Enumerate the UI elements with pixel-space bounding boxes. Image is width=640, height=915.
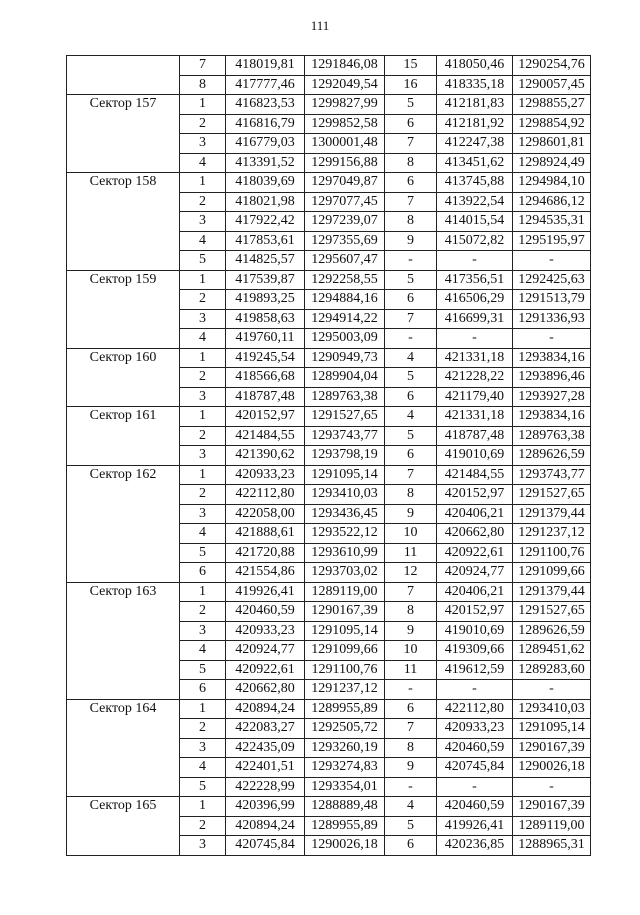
x-coordinate: 422401,51 — [226, 758, 305, 778]
y-coordinate-2: 1291336,93 — [513, 309, 591, 329]
y-coordinate: 1289119,00 — [305, 582, 385, 602]
y-coordinate: 1299827,99 — [305, 95, 385, 115]
x-coordinate: 413391,52 — [226, 153, 305, 173]
y-coordinate: 1294884,16 — [305, 290, 385, 310]
x-coordinate: 420922,61 — [226, 660, 305, 680]
x-coordinate-2: 412181,92 — [437, 114, 513, 134]
y-coordinate-2: 1298601,81 — [513, 134, 591, 154]
y-coordinate-2: 1295195,97 — [513, 231, 591, 251]
y-coordinate: 1293274,83 — [305, 758, 385, 778]
y-coordinate: 1293354,01 — [305, 777, 385, 797]
x-coordinate: 420152,97 — [226, 407, 305, 427]
point-number-2: 7 — [385, 309, 437, 329]
x-coordinate-2: 413922,54 — [437, 192, 513, 212]
x-coordinate: 417777,46 — [226, 75, 305, 95]
y-coordinate: 1295607,47 — [305, 251, 385, 271]
x-coordinate-2: 420460,59 — [437, 738, 513, 758]
x-coordinate: 417853,61 — [226, 231, 305, 251]
point-number: 3 — [180, 387, 226, 407]
x-coordinate: 419858,63 — [226, 309, 305, 329]
point-number-2: 10 — [385, 641, 437, 661]
point-number-2: 11 — [385, 543, 437, 563]
y-coordinate: 1291095,14 — [305, 621, 385, 641]
y-coordinate-2: 1289451,62 — [513, 641, 591, 661]
y-coordinate: 1300001,48 — [305, 134, 385, 154]
y-coordinate-2: 1298855,27 — [513, 95, 591, 115]
point-number-2: 7 — [385, 134, 437, 154]
point-number-2: 6 — [385, 114, 437, 134]
y-coordinate-2: 1290026,18 — [513, 758, 591, 778]
x-coordinate: 414825,57 — [226, 251, 305, 271]
y-coordinate-2: 1291513,79 — [513, 290, 591, 310]
y-coordinate: 1290026,18 — [305, 836, 385, 856]
x-coordinate-2: 420152,97 — [437, 602, 513, 622]
point-number-2: 5 — [385, 368, 437, 388]
y-coordinate-2: 1293410,03 — [513, 699, 591, 719]
y-coordinate: 1291237,12 — [305, 680, 385, 700]
x-coordinate: 416816,79 — [226, 114, 305, 134]
point-number: 3 — [180, 134, 226, 154]
point-number: 3 — [180, 446, 226, 466]
x-coordinate: 420894,24 — [226, 816, 305, 836]
x-coordinate: 418566,68 — [226, 368, 305, 388]
point-number: 1 — [180, 465, 226, 485]
point-number-2: 6 — [385, 446, 437, 466]
sector-label: Сектор 163 — [67, 582, 180, 699]
y-coordinate: 1293260,19 — [305, 738, 385, 758]
point-number-2: 4 — [385, 348, 437, 368]
y-coordinate-2: 1291237,12 — [513, 524, 591, 544]
table-row — [67, 465, 591, 485]
point-number-2: 4 — [385, 797, 437, 817]
point-number-2: 9 — [385, 621, 437, 641]
point-number-2: 9 — [385, 504, 437, 524]
x-coordinate: 419760,11 — [226, 329, 305, 349]
x-coordinate-2: 422112,80 — [437, 699, 513, 719]
point-number-2: - — [385, 329, 437, 349]
x-coordinate-2: 420460,59 — [437, 797, 513, 817]
point-number: 4 — [180, 153, 226, 173]
x-coordinate-2: 419010,69 — [437, 446, 513, 466]
y-coordinate: 1289904,04 — [305, 368, 385, 388]
y-coordinate: 1293743,77 — [305, 426, 385, 446]
point-number-2: 10 — [385, 524, 437, 544]
point-number-2: 4 — [385, 407, 437, 427]
x-coordinate-2: 416699,31 — [437, 309, 513, 329]
x-coordinate-2: - — [437, 777, 513, 797]
x-coordinate-2: 420236,85 — [437, 836, 513, 856]
x-coordinate: 416779,03 — [226, 134, 305, 154]
point-number-2: 6 — [385, 836, 437, 856]
x-coordinate-2: 420924,77 — [437, 563, 513, 583]
x-coordinate-2: 421228,22 — [437, 368, 513, 388]
x-coordinate: 417539,87 — [226, 270, 305, 290]
x-coordinate: 421720,88 — [226, 543, 305, 563]
point-number: 4 — [180, 329, 226, 349]
x-coordinate-2: 413451,62 — [437, 153, 513, 173]
x-coordinate-2: 415072,82 — [437, 231, 513, 251]
point-number-2: 8 — [385, 738, 437, 758]
coordinates-table-body — [67, 56, 591, 856]
sector-label: Сектор 160 — [67, 348, 180, 407]
table-row — [67, 407, 591, 427]
y-coordinate-2: 1294535,31 — [513, 212, 591, 232]
sector-label: Сектор 159 — [67, 270, 180, 348]
point-number: 3 — [180, 738, 226, 758]
y-coordinate-2: 1293896,46 — [513, 368, 591, 388]
point-number: 2 — [180, 114, 226, 134]
y-coordinate-2: - — [513, 777, 591, 797]
y-coordinate-2: 1293834,16 — [513, 407, 591, 427]
sector-label: Сектор 158 — [67, 173, 180, 271]
point-number: 3 — [180, 309, 226, 329]
x-coordinate-2: 421484,55 — [437, 465, 513, 485]
point-number: 2 — [180, 719, 226, 739]
x-coordinate: 421390,62 — [226, 446, 305, 466]
y-coordinate-2: 1290057,45 — [513, 75, 591, 95]
x-coordinate-2: 420662,80 — [437, 524, 513, 544]
x-coordinate-2: - — [437, 680, 513, 700]
x-coordinate: 422435,09 — [226, 738, 305, 758]
y-coordinate: 1293610,99 — [305, 543, 385, 563]
y-coordinate-2: - — [513, 329, 591, 349]
point-number: 8 — [180, 75, 226, 95]
y-coordinate: 1290949,73 — [305, 348, 385, 368]
point-number: 1 — [180, 173, 226, 193]
x-coordinate: 419245,54 — [226, 348, 305, 368]
y-coordinate: 1291527,65 — [305, 407, 385, 427]
table-row — [67, 95, 591, 115]
point-number: 2 — [180, 192, 226, 212]
y-coordinate-2: 1293743,77 — [513, 465, 591, 485]
point-number: 1 — [180, 348, 226, 368]
x-coordinate-2: 421331,18 — [437, 407, 513, 427]
point-number: 2 — [180, 368, 226, 388]
point-number: 5 — [180, 777, 226, 797]
x-coordinate: 418021,98 — [226, 192, 305, 212]
table-row — [67, 173, 591, 193]
y-coordinate-2: 1291095,14 — [513, 719, 591, 739]
y-coordinate-2: 1294984,10 — [513, 173, 591, 193]
sector-label: Сектор 157 — [67, 95, 180, 173]
point-number-2: 6 — [385, 387, 437, 407]
x-coordinate: 420924,77 — [226, 641, 305, 661]
point-number-2: 5 — [385, 95, 437, 115]
x-coordinate-2: 412247,38 — [437, 134, 513, 154]
y-coordinate: 1295003,09 — [305, 329, 385, 349]
point-number: 4 — [180, 524, 226, 544]
y-coordinate: 1294914,22 — [305, 309, 385, 329]
x-coordinate: 422083,27 — [226, 719, 305, 739]
x-coordinate: 420933,23 — [226, 621, 305, 641]
coordinates-table — [66, 55, 591, 856]
table-row — [67, 797, 591, 817]
y-coordinate-2: 1291527,65 — [513, 485, 591, 505]
y-coordinate-2: 1289626,59 — [513, 621, 591, 641]
y-coordinate: 1292258,55 — [305, 270, 385, 290]
x-coordinate-2: 420745,84 — [437, 758, 513, 778]
point-number-2: 6 — [385, 699, 437, 719]
table-row — [67, 348, 591, 368]
point-number: 2 — [180, 485, 226, 505]
x-coordinate: 416823,53 — [226, 95, 305, 115]
x-coordinate: 422112,80 — [226, 485, 305, 505]
y-coordinate: 1293522,12 — [305, 524, 385, 544]
point-number-2: 5 — [385, 426, 437, 446]
point-number: 3 — [180, 836, 226, 856]
point-number-2: 8 — [385, 602, 437, 622]
sector-label: Сектор 164 — [67, 699, 180, 797]
y-coordinate: 1291846,08 — [305, 56, 385, 76]
point-number-2: - — [385, 680, 437, 700]
y-coordinate-2: 1294686,12 — [513, 192, 591, 212]
point-number: 1 — [180, 407, 226, 427]
y-coordinate: 1297077,45 — [305, 192, 385, 212]
y-coordinate: 1290167,39 — [305, 602, 385, 622]
x-coordinate-2: 417356,51 — [437, 270, 513, 290]
y-coordinate-2: 1291379,44 — [513, 582, 591, 602]
y-coordinate-2: - — [513, 251, 591, 271]
point-number: 1 — [180, 95, 226, 115]
point-number-2: 9 — [385, 231, 437, 251]
y-coordinate-2: 1291379,44 — [513, 504, 591, 524]
sector-label: Сектор 161 — [67, 407, 180, 466]
x-coordinate: 420933,23 — [226, 465, 305, 485]
x-coordinate-2: 419926,41 — [437, 816, 513, 836]
y-coordinate: 1293410,03 — [305, 485, 385, 505]
x-coordinate: 420460,59 — [226, 602, 305, 622]
y-coordinate: 1289763,38 — [305, 387, 385, 407]
point-number-2: 8 — [385, 485, 437, 505]
x-coordinate: 418039,69 — [226, 173, 305, 193]
y-coordinate-2: 1291100,76 — [513, 543, 591, 563]
point-number: 4 — [180, 231, 226, 251]
x-coordinate: 420894,24 — [226, 699, 305, 719]
point-number: 3 — [180, 621, 226, 641]
point-number: 5 — [180, 251, 226, 271]
point-number-2: 7 — [385, 465, 437, 485]
y-coordinate-2: 1291527,65 — [513, 602, 591, 622]
y-coordinate: 1293798,19 — [305, 446, 385, 466]
table-row — [67, 270, 591, 290]
y-coordinate-2: 1293927,28 — [513, 387, 591, 407]
point-number-2: 8 — [385, 153, 437, 173]
y-coordinate: 1291099,66 — [305, 641, 385, 661]
x-coordinate-2: 413745,88 — [437, 173, 513, 193]
y-coordinate: 1299156,88 — [305, 153, 385, 173]
sector-label: Сектор 162 — [67, 465, 180, 582]
x-coordinate-2: 420406,21 — [437, 504, 513, 524]
point-number: 6 — [180, 680, 226, 700]
point-number-2: 16 — [385, 75, 437, 95]
x-coordinate-2: 421331,18 — [437, 348, 513, 368]
point-number: 5 — [180, 543, 226, 563]
x-coordinate: 421888,61 — [226, 524, 305, 544]
y-coordinate: 1292049,54 — [305, 75, 385, 95]
point-number: 1 — [180, 582, 226, 602]
y-coordinate-2: 1289283,60 — [513, 660, 591, 680]
y-coordinate-2: 1289119,00 — [513, 816, 591, 836]
x-coordinate: 417922,42 — [226, 212, 305, 232]
table-row — [67, 699, 591, 719]
x-coordinate-2: 420922,61 — [437, 543, 513, 563]
y-coordinate: 1292505,72 — [305, 719, 385, 739]
y-coordinate-2: 1292425,63 — [513, 270, 591, 290]
y-coordinate: 1293703,02 — [305, 563, 385, 583]
y-coordinate-2: 1290254,76 — [513, 56, 591, 76]
y-coordinate-2: - — [513, 680, 591, 700]
point-number-2: 8 — [385, 212, 437, 232]
point-number: 2 — [180, 602, 226, 622]
point-number: 4 — [180, 641, 226, 661]
point-number-2: 11 — [385, 660, 437, 680]
point-number-2: 6 — [385, 173, 437, 193]
point-number: 3 — [180, 212, 226, 232]
point-number: 7 — [180, 56, 226, 76]
table-row — [67, 582, 591, 602]
x-coordinate-2: 418787,48 — [437, 426, 513, 446]
y-coordinate: 1297355,69 — [305, 231, 385, 251]
point-number-2: 9 — [385, 758, 437, 778]
point-number-2: - — [385, 251, 437, 271]
y-coordinate-2: 1290167,39 — [513, 738, 591, 758]
x-coordinate-2: 420933,23 — [437, 719, 513, 739]
point-number: 2 — [180, 816, 226, 836]
point-number-2: 12 — [385, 563, 437, 583]
point-number-2: 5 — [385, 270, 437, 290]
sector-label — [67, 56, 180, 95]
x-coordinate: 420396,99 — [226, 797, 305, 817]
x-coordinate-2: 418050,46 — [437, 56, 513, 76]
y-coordinate: 1291100,76 — [305, 660, 385, 680]
x-coordinate: 422228,99 — [226, 777, 305, 797]
point-number-2: - — [385, 777, 437, 797]
x-coordinate: 421554,86 — [226, 563, 305, 583]
x-coordinate: 422058,00 — [226, 504, 305, 524]
point-number-2: 7 — [385, 582, 437, 602]
x-coordinate-2: 420406,21 — [437, 582, 513, 602]
point-number-2: 7 — [385, 192, 437, 212]
x-coordinate: 418019,81 — [226, 56, 305, 76]
x-coordinate-2: 419309,66 — [437, 641, 513, 661]
x-coordinate-2: 418335,18 — [437, 75, 513, 95]
sector-label: Сектор 165 — [67, 797, 180, 856]
point-number: 5 — [180, 660, 226, 680]
y-coordinate-2: 1298924,49 — [513, 153, 591, 173]
y-coordinate-2: 1289626,59 — [513, 446, 591, 466]
y-coordinate: 1297239,07 — [305, 212, 385, 232]
point-number: 1 — [180, 797, 226, 817]
x-coordinate-2: 421179,40 — [437, 387, 513, 407]
x-coordinate: 418787,48 — [226, 387, 305, 407]
x-coordinate: 421484,55 — [226, 426, 305, 446]
y-coordinate: 1293436,45 — [305, 504, 385, 524]
x-coordinate-2: 419010,69 — [437, 621, 513, 641]
x-coordinate: 419893,25 — [226, 290, 305, 310]
point-number: 1 — [180, 699, 226, 719]
x-coordinate: 420662,80 — [226, 680, 305, 700]
y-coordinate-2: 1288965,31 — [513, 836, 591, 856]
x-coordinate: 419926,41 — [226, 582, 305, 602]
point-number: 3 — [180, 504, 226, 524]
point-number: 1 — [180, 270, 226, 290]
x-coordinate-2: 414015,54 — [437, 212, 513, 232]
y-coordinate-2: 1293834,16 — [513, 348, 591, 368]
x-coordinate-2: 420152,97 — [437, 485, 513, 505]
y-coordinate: 1288889,48 — [305, 797, 385, 817]
y-coordinate-2: 1290167,39 — [513, 797, 591, 817]
point-number: 6 — [180, 563, 226, 583]
point-number-2: 7 — [385, 719, 437, 739]
x-coordinate-2: 416506,29 — [437, 290, 513, 310]
y-coordinate: 1297049,87 — [305, 173, 385, 193]
x-coordinate: 420745,84 — [226, 836, 305, 856]
x-coordinate-2: 419612,59 — [437, 660, 513, 680]
y-coordinate: 1289955,89 — [305, 699, 385, 719]
y-coordinate-2: 1298854,92 — [513, 114, 591, 134]
y-coordinate: 1299852,58 — [305, 114, 385, 134]
point-number-2: 5 — [385, 816, 437, 836]
point-number: 2 — [180, 290, 226, 310]
y-coordinate-2: 1291099,66 — [513, 563, 591, 583]
point-number-2: 6 — [385, 290, 437, 310]
x-coordinate-2: - — [437, 251, 513, 271]
x-coordinate-2: - — [437, 329, 513, 349]
table-row — [67, 56, 591, 76]
y-coordinate: 1291095,14 — [305, 465, 385, 485]
x-coordinate-2: 412181,83 — [437, 95, 513, 115]
point-number-2: 15 — [385, 56, 437, 76]
y-coordinate: 1289955,89 — [305, 816, 385, 836]
point-number: 2 — [180, 426, 226, 446]
page-number: 111 — [310, 18, 330, 33]
point-number: 4 — [180, 758, 226, 778]
y-coordinate-2: 1289763,38 — [513, 426, 591, 446]
